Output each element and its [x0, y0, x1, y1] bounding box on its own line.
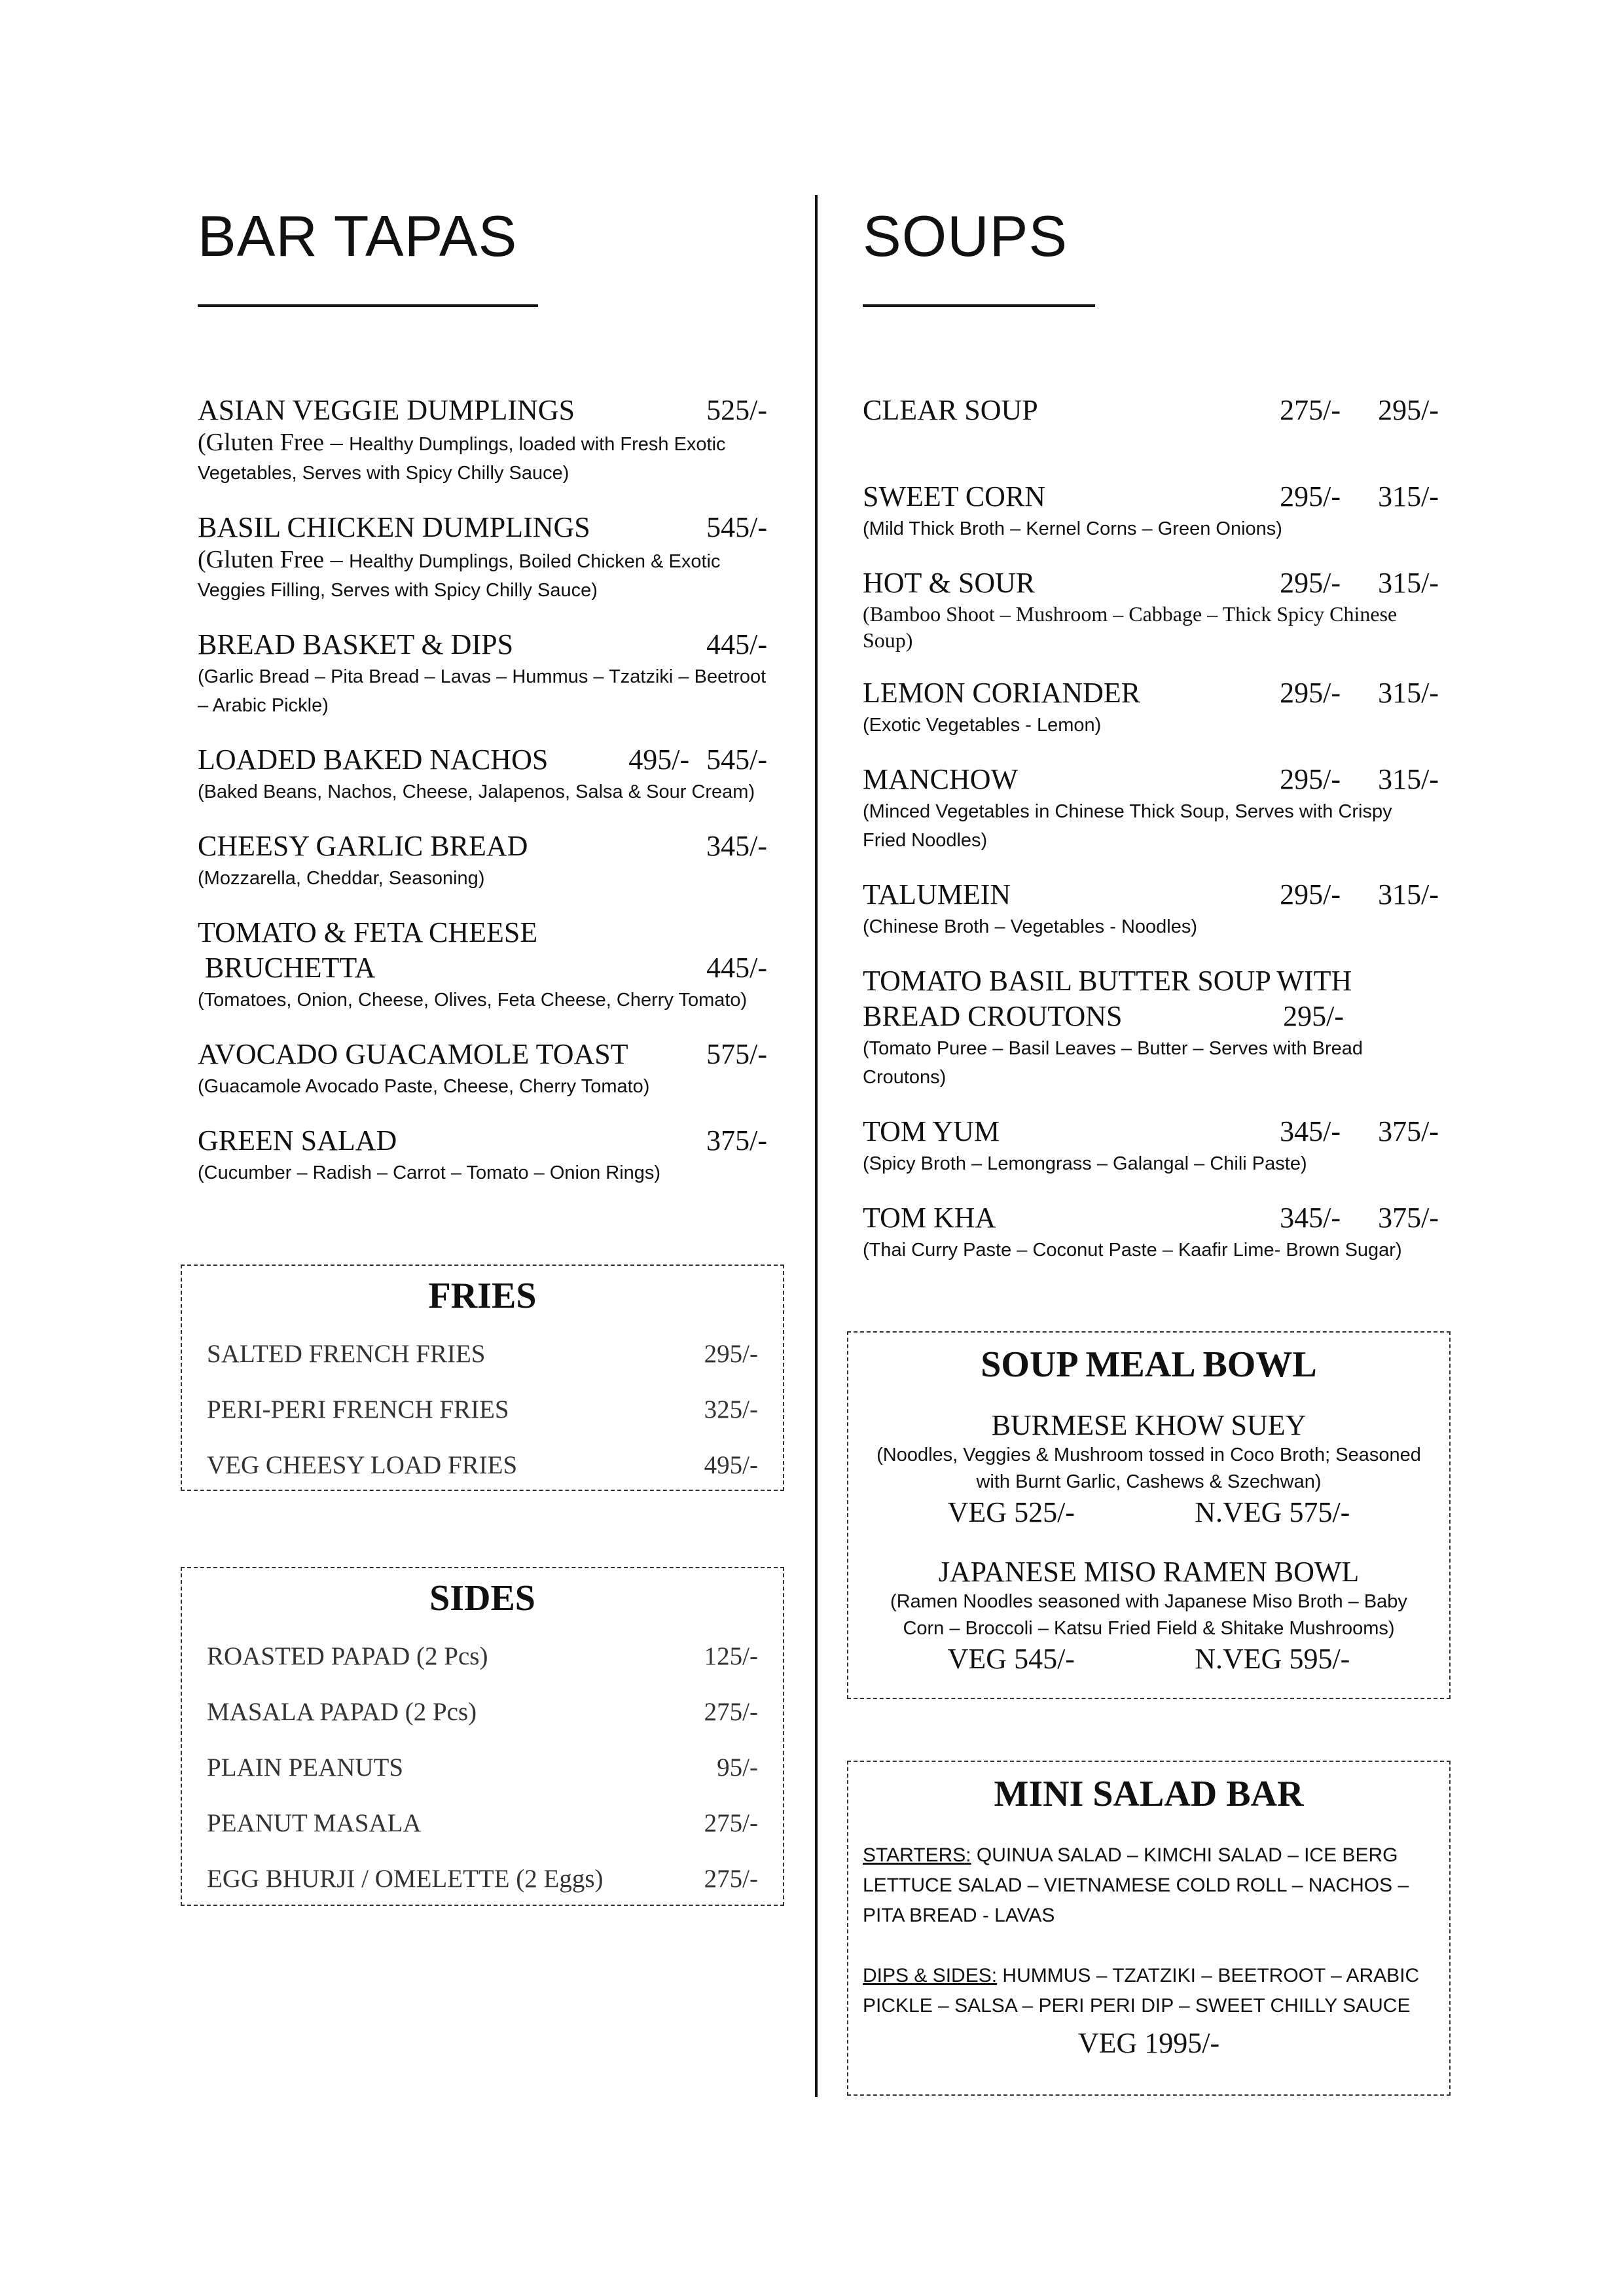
item-description: (Baked Beans, Nachos, Cheese, Jalapenos, Salsa & Sour Cream): [198, 781, 755, 802]
sides-title: SIDES: [429, 1578, 535, 1619]
item-price-2: 545/-: [706, 744, 767, 776]
item-name: BREAD BASKET & DIPS: [198, 628, 514, 660]
item-price: 525/-: [706, 394, 767, 426]
item-price: 345/-: [1280, 1202, 1341, 1234]
item-name: TOMATO & FETA CHEESE: [198, 916, 538, 948]
salad-dips-sides: DIPS & SIDES: HUMMUS – TZATZIKI – BEETROOT – ARABIC PICKLE – SALSA – PERI PERI DIP – SWEET CHILLY SAUCE: [863, 1965, 1420, 2017]
mini-salad-bar-box: [847, 1761, 1451, 2096]
item-name: JAPANESE MISO RAMEN BOWL: [938, 1556, 1360, 1588]
item-name: PLAIN PEANUTS: [207, 1753, 404, 1782]
list-item: [198, 627, 767, 720]
veg-price: VEG 545/-: [947, 1643, 1075, 1675]
list-item: [198, 393, 767, 488]
fries-box: [181, 1265, 784, 1491]
nonveg-price: N.VEG 595/-: [1195, 1643, 1350, 1675]
list-item: [848, 1555, 1449, 1676]
list-item: [198, 1037, 767, 1101]
item-name: PERI-PERI FRENCH FRIES: [207, 1395, 509, 1424]
item-description: (Exotic Vegetables - Lemon): [863, 715, 1102, 736]
item-name: MASALA PAPAD (2 Pcs): [207, 1698, 477, 1726]
item-price: 495/-: [704, 1451, 758, 1479]
item-name: CLEAR SOUP: [863, 394, 1038, 426]
bar-tapas-list: [198, 393, 767, 1210]
soups-heading: SOUPS: [863, 204, 1068, 268]
item-prices: [848, 1496, 1449, 1529]
item-description: (Mozzarella, Cheddar, Seasoning): [198, 868, 485, 889]
list-item: [863, 675, 1439, 740]
item-name: TOM YUM: [863, 1115, 1000, 1147]
list-item: [182, 1684, 783, 1740]
list-item: [182, 1628, 783, 1684]
item-price: 325/-: [704, 1395, 758, 1424]
list-item: [863, 565, 1439, 653]
item-price-2: 315/-: [1378, 677, 1439, 709]
item-price-2: 315/-: [1378, 878, 1439, 910]
item-description: (Thai Curry Paste – Coconut Paste – Kaafir Lime- Brown Sugar): [863, 1240, 1402, 1261]
item-price: 445/-: [706, 952, 767, 984]
salad-starters: STARTERS: QUINUA SALAD – KIMCHI SALAD – ICE BERG LETTUCE SALAD – VIETNAMESE COLD ROLL – NACHOS – PITA BREAD - LAVAS: [863, 1844, 1409, 1926]
item-description: (Ramen Noodles seasoned with Japanese Miso Broth – Baby Corn – Broccoli – Katsu Fried Field & Shitake Mushrooms): [890, 1591, 1407, 1639]
item-price: 275/-: [704, 1865, 758, 1893]
soup-meal-bowl-title: SOUP MEAL BOWL: [981, 1344, 1317, 1385]
list-item: [848, 1408, 1449, 1529]
list-item: [863, 1200, 1439, 1265]
item-name: VEG CHEESY LOAD FRIES: [207, 1451, 518, 1479]
item-price-2: 375/-: [1378, 1115, 1439, 1147]
item-name: AVOCADO GUACAMOLE TOAST: [198, 1038, 628, 1070]
item-prices: [848, 1642, 1449, 1676]
item-description: (Tomato Puree – Basil Leaves – Butter – Serves with Bread Croutons): [863, 1038, 1363, 1088]
veg-price: VEG 525/-: [947, 1496, 1075, 1528]
starters-label: STARTERS:: [863, 1844, 971, 1866]
item-description: (Gluten Free – Healthy Dumplings, Boiled Chicken & Exotic Veggies Filling, Serves with Spicy Chilly Sauce): [198, 546, 721, 601]
list-item: [863, 762, 1439, 855]
item-name: LEMON CORIANDER: [863, 677, 1141, 709]
item-description: (Garlic Bread – Pita Bread – Lavas – Hummus – Tzatziki – Beetroot – Arabic Pickle): [198, 666, 767, 716]
item-description: (Guacamole Avocado Paste, Cheese, Cherry Tomato): [198, 1076, 650, 1097]
fries-title: FRIES: [428, 1276, 537, 1316]
item-price: 275/-: [704, 1809, 758, 1837]
item-name: TOMATO BASIL BUTTER SOUP WITH: [863, 965, 1352, 997]
list-item: [198, 510, 767, 605]
item-name: BURMESE KHOW SUEY: [991, 1409, 1307, 1441]
item-name: BASIL CHICKEN DUMPLINGS: [198, 511, 590, 543]
item-price: 95/-: [717, 1753, 758, 1782]
list-item: [198, 915, 767, 1014]
soups-underline: [863, 304, 1095, 307]
item-price: 575/-: [706, 1038, 767, 1070]
list-item: [182, 1382, 783, 1437]
mini-salad-bar-title: MINI SALAD BAR: [994, 1774, 1304, 1814]
item-name: TALUMEIN: [863, 878, 1011, 910]
item-price: 345/-: [1280, 1115, 1341, 1147]
item-price-2: 295/-: [1378, 394, 1439, 426]
list-item: [182, 1851, 783, 1907]
item-price: 295/-: [1283, 1000, 1344, 1032]
item-name: MANCHOW: [863, 763, 1019, 795]
soup-meal-bowl-box: [847, 1331, 1451, 1699]
item-price: 375/-: [706, 1124, 767, 1157]
list-item: [863, 877, 1439, 941]
item-price-2: 315/-: [1378, 567, 1439, 599]
item-name: HOT & SOUR: [863, 567, 1036, 599]
bar-tapas-underline: [198, 304, 538, 307]
item-price: 295/-: [1280, 878, 1341, 910]
item-name: SWEET CORN: [863, 480, 1046, 512]
item-price: 495/-: [628, 744, 690, 776]
list-item: [863, 1114, 1439, 1178]
item-price: 295/-: [1280, 480, 1341, 512]
item-price: 295/-: [1280, 677, 1341, 709]
item-price-2: 375/-: [1378, 1202, 1439, 1234]
item-description: (Gluten Free – Healthy Dumplings, loaded with Fresh Exotic Vegetables, Serves with Spicy Chilly Sauce): [198, 429, 726, 484]
list-item: [198, 829, 767, 893]
item-name-line-2: BREAD CROUTONS: [863, 1000, 1123, 1032]
soups-list: [863, 393, 1439, 1287]
item-name-line-2: BRUCHETTA: [198, 952, 376, 984]
column-divider: [815, 195, 818, 2097]
item-description: (Spicy Broth – Lemongrass – Galangal – Chili Paste): [863, 1153, 1307, 1174]
item-price: 295/-: [1280, 763, 1341, 795]
item-price: 295/-: [1280, 567, 1341, 599]
salad-bar-price: VEG 1995/-: [1077, 2027, 1220, 2059]
item-price: 125/-: [704, 1642, 758, 1670]
item-price-2: 315/-: [1378, 480, 1439, 512]
item-name: ROASTED PAPAD (2 Pcs): [207, 1642, 488, 1670]
list-item: [863, 963, 1439, 1092]
item-price: 275/-: [704, 1698, 758, 1726]
item-price: 275/-: [1280, 394, 1341, 426]
item-name: SALTED FRENCH FRIES: [207, 1340, 486, 1368]
list-item: [863, 393, 1439, 428]
item-name: ASIAN VEGGIE DUMPLINGS: [198, 394, 575, 426]
list-item: [182, 1740, 783, 1795]
item-name: CHEESY GARLIC BREAD: [198, 830, 528, 862]
list-item: [198, 1123, 767, 1187]
item-price: 345/-: [706, 830, 767, 862]
list-item: [182, 1326, 783, 1382]
item-description: (Minced Vegetables in Chinese Thick Soup, Serves with Crispy Fried Noodles): [863, 801, 1392, 851]
list-item: [182, 1437, 783, 1493]
item-price: 295/-: [704, 1340, 758, 1368]
list-item: [182, 1795, 783, 1851]
item-price: 545/-: [706, 511, 767, 543]
item-description: (Mild Thick Broth – Kernel Corns – Green Onions): [863, 518, 1282, 539]
item-description: (Bamboo Shoot – Mushroom – Cabbage – Thick Spicy Chinese Soup): [863, 602, 1398, 652]
item-name: TOM KHA: [863, 1202, 996, 1234]
item-price: 445/-: [706, 628, 767, 660]
item-description: (Tomatoes, Onion, Cheese, Olives, Feta Cheese, Cherry Tomato): [198, 990, 748, 1011]
item-name: PEANUT MASALA: [207, 1809, 422, 1837]
item-description: (Noodles, Veggies & Mushroom tossed in Coco Broth; Seasoned with Burnt Garlic, Cashews & Szechwan): [876, 1444, 1421, 1492]
item-price-2: 315/-: [1378, 763, 1439, 795]
sides-box: [181, 1567, 784, 1906]
bar-tapas-heading: BAR TAPAS: [198, 204, 518, 268]
list-item: [198, 742, 767, 806]
item-name: LOADED BAKED NACHOS: [198, 744, 549, 776]
item-name: GREEN SALAD: [198, 1124, 397, 1157]
list-item: [863, 479, 1439, 543]
item-description: (Cucumber – Radish – Carrot – Tomato – Onion Rings): [198, 1162, 661, 1183]
item-name: EGG BHURJI / OMELETTE (2 Eggs): [207, 1865, 604, 1893]
item-description: (Chinese Broth – Vegetables - Noodles): [863, 916, 1198, 937]
nonveg-price: N.VEG 575/-: [1195, 1496, 1350, 1528]
dips-label: DIPS & SIDES:: [863, 1965, 998, 1986]
